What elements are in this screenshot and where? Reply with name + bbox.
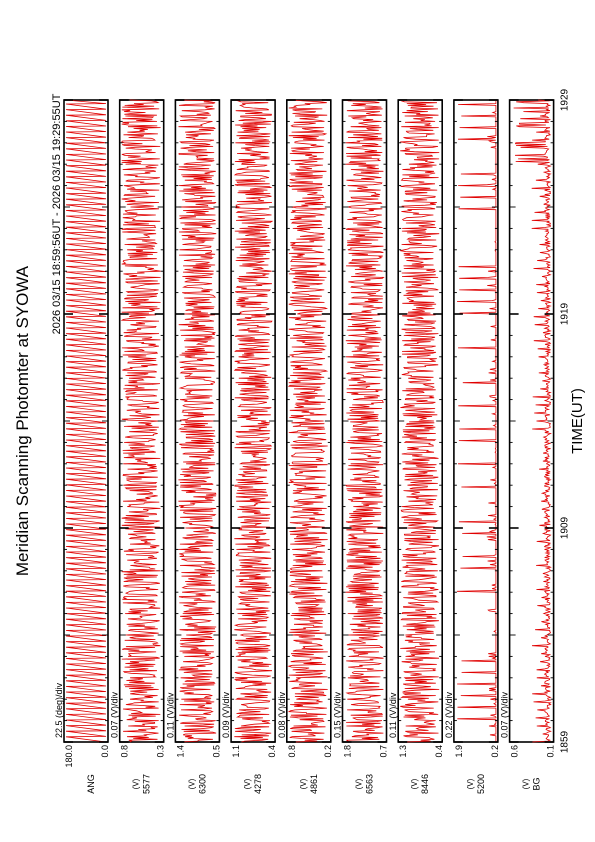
- y-max-label: 1.4: [175, 745, 186, 758]
- y-min-label: 0.0: [100, 745, 110, 758]
- channel-name: 5200: [475, 773, 486, 795]
- y-min-label: 0.5: [211, 745, 222, 758]
- x-tick-label: 1919: [559, 302, 571, 326]
- y-min-label: 0.2: [322, 745, 333, 758]
- panel-5200: [444, 100, 500, 794]
- channel-name: 6300: [197, 773, 208, 795]
- y-min-label: 0.7: [378, 745, 389, 758]
- y-max-label: 0.8: [286, 745, 297, 758]
- y-max-label: 1.8: [342, 745, 353, 758]
- scale-label: 0.07 (V)/div: [499, 691, 510, 738]
- unit-label: (V): [298, 778, 308, 790]
- y-min-label: 0.1: [545, 745, 556, 758]
- scale-label: 0.22 (V)/div: [443, 691, 454, 738]
- panel-frame: [510, 100, 554, 742]
- x-tick-label: 1909: [559, 516, 571, 540]
- panel-8446: [388, 100, 444, 794]
- channel-name: 5577: [141, 773, 152, 795]
- series-line-5577: [122, 100, 161, 742]
- scale-label: 0.11 (V)/div: [165, 692, 176, 738]
- panel-group: [54, 100, 556, 794]
- scale-label: 0.08 (V)/div: [276, 691, 287, 738]
- panel-frame: [287, 100, 331, 742]
- y-max-label: 180.0: [64, 745, 74, 768]
- y-min-label: 0.4: [267, 745, 278, 758]
- y-max-label: 0.8: [119, 745, 130, 758]
- channel-name: ANG: [86, 774, 96, 794]
- series-line-6300: [178, 100, 216, 742]
- panel-4278: [221, 100, 277, 794]
- series-line-6563: [346, 100, 384, 742]
- unit-label: (V): [243, 778, 253, 790]
- series-line-4278: [234, 100, 272, 742]
- y-min-label: 0.4: [434, 745, 445, 758]
- panel-6563: [333, 100, 389, 794]
- unit-label: (V): [187, 778, 197, 790]
- x-tick-label: 1929: [559, 88, 571, 112]
- y-min-label: 0.3: [155, 745, 166, 758]
- y-min-label: 0.2: [489, 745, 500, 758]
- channel-name: 4278: [253, 773, 264, 795]
- series-line-4861: [289, 100, 328, 742]
- channel-name: 6563: [364, 773, 375, 795]
- scale-label: 0.09 (V)/div: [221, 691, 232, 738]
- scale-label: 22.5 (deg)/div: [54, 682, 64, 738]
- unit-label: (V): [465, 778, 475, 790]
- panel-5577: [110, 100, 166, 794]
- series-line-ang: [66, 100, 106, 742]
- x-axis-label: TIME(UT): [569, 388, 586, 454]
- series-line-8446: [400, 100, 439, 742]
- unit-label: (V): [354, 778, 364, 790]
- y-max-label: 1.1: [231, 745, 242, 758]
- time-range-label: 2026 03/15 18:59:56UT - 2026 03/15 19:29:55UT: [51, 93, 63, 335]
- panel-4861: [277, 100, 333, 794]
- series-line-bg: [514, 100, 551, 742]
- y-max-label: 1.3: [398, 745, 409, 758]
- scale-label: 0.15 (V)/div: [332, 691, 343, 738]
- unit-label: (V): [521, 778, 531, 790]
- unit-label: (V): [131, 778, 141, 790]
- channel-name: BG: [531, 777, 542, 791]
- series-line-5200: [457, 100, 496, 742]
- scale-label: 0.07 (V)/div: [109, 691, 120, 738]
- figure-title: Meridian Scanning Photomter at SYOWA: [13, 265, 32, 577]
- y-max-label: 1.9: [453, 745, 464, 758]
- panel-6300: [165, 100, 221, 794]
- unit-label: (V): [410, 778, 420, 790]
- x-tick-label: 1859: [559, 730, 571, 754]
- rotated-plot-area: [13, 88, 586, 794]
- channel-name: 8446: [420, 773, 431, 795]
- panel-bg: [500, 100, 556, 791]
- scale-label: 0.11 (V)/div: [388, 692, 399, 738]
- y-max-label: 0.6: [509, 745, 520, 758]
- channel-name: 4861: [308, 773, 319, 795]
